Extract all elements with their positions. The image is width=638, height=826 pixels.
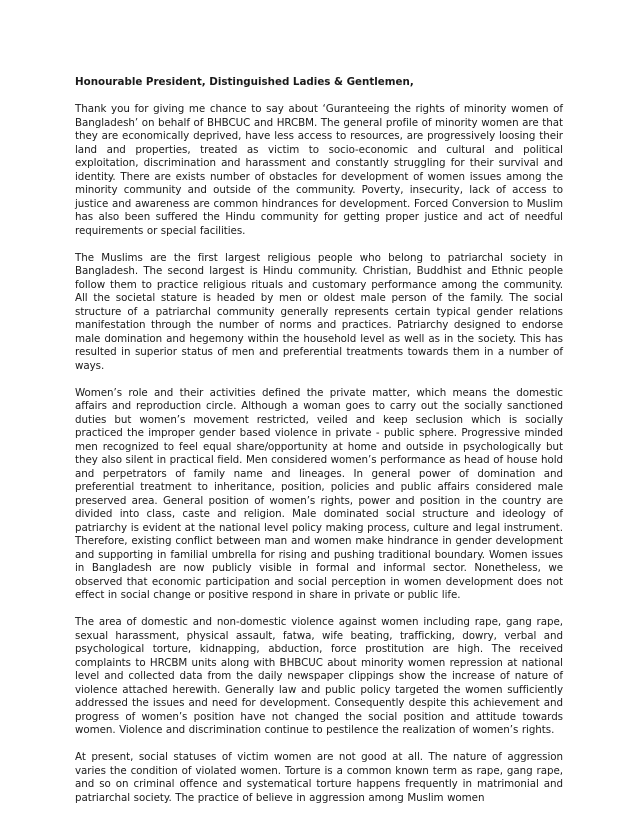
paragraph-1: Thank you for giving me chance to say about ‘Guranteeing the rights of minority women of Bangladesh’ on behalf of BHBCUC and HRCBM. The general profile of minority women are that they are economically deprived, have less access to resources, are progressively loosing their land and properties, treated as victim to socio-economic and cultural and political exploitation, discrimination and harassment and constantly struggling for their survival and identity. There are exists number of obstacles for development of women issues among the minority community and outside of the community. Poverty, insecurity, lack of access to justice and awareness are common hindrances for development. Forced Conversion to Muslim has also been suffered the Hindu community for getting proper justice and act of needful requirements or special facilities. xyxy=(75,103,563,237)
paragraph-2: The Muslims are the first largest religious people who belong to patriarchal society in Bangladesh. The second largest is Hindu community. Christian, Buddhist and Ethnic people follow them to practice religious rituals and customary performance among the community. All the societal stature is headed by men or oldest male person of the family. The social structure of a patriarchal community generally represents certain typical gender relations manifestation through the number of norms and practices. Patriarchy designed to endorse male domination and hegemony within the household level as well as in the society. This has resulted in superior status of men and preferential treatments towards them in a number of ways. xyxy=(75,251,563,372)
paragraph-5: At present, social statuses of victim women are not good at all. The nature of aggression varies the condition of violated women. Torture is a common known term as rape, gang rape, and so on criminal offence and systematical torture happens frequently in matrimonial and patriarchal society. The practice of believe in aggression among Muslim women xyxy=(75,751,563,804)
paragraph-4: The area of domestic and non-domestic violence against women including rape, gang rape, sexual harassment, physical assault, fatwa, wife beating, trafficking, dowry, verbal and psychological torture, kidnapping, abduction, force prostitution are high. The received complaints to HRCBM units along with BHBCUC about minority women repression at national level and collected data from the daily newspaper clippings show the increase of nature of violence attached herewith. Generally law and public policy targeted the women sufficiently addressed the issues and need for development. Consequently despite this achievement and progress of women’s position have not changed the social position and attitude towards women. Violence and discrimination continue to pestilence the realization of women’s rights. xyxy=(75,616,563,736)
document-page xyxy=(75,76,563,805)
salutation-heading: Honourable President, Distinguished Ladies & Gentlemen, xyxy=(75,76,414,88)
paragraph-3: Women’s role and their activities defined the private matter, which means the domestic affairs and reproduction circle. Although a woman goes to carry out the socially sanctioned duties but women’s movement restricted, veiled and keep seclusion which is socially practiced the improper gender based violence in private - public sphere. Progressive minded men recognized to feel equal share/opportunity at home and outside in psychologically but they also silent in practical field. Men considered women’s performance as head of house hold and perpetrators of family name and lineages. In general power of domination and preferential treatment to inheritance, position, policies and public affairs considered male preserved area. General position of women’s rights, power and position in the country are divided into class, caste and religion. Male dominated social structure and ideology of patriarchy is evident at the national level policy making process, culture and legal instrument. Therefore, existing conflict between man and women make hindrance in gender development and supporting in familial umbrella for rising and pushing traditional boundary. Women issues in Bangladesh are now publicly visible in formal and informal sector. Nonetheless, we observed that economic participation and social perception in women development does not effect in social change or positive respond in share in private or public life. xyxy=(75,386,563,601)
